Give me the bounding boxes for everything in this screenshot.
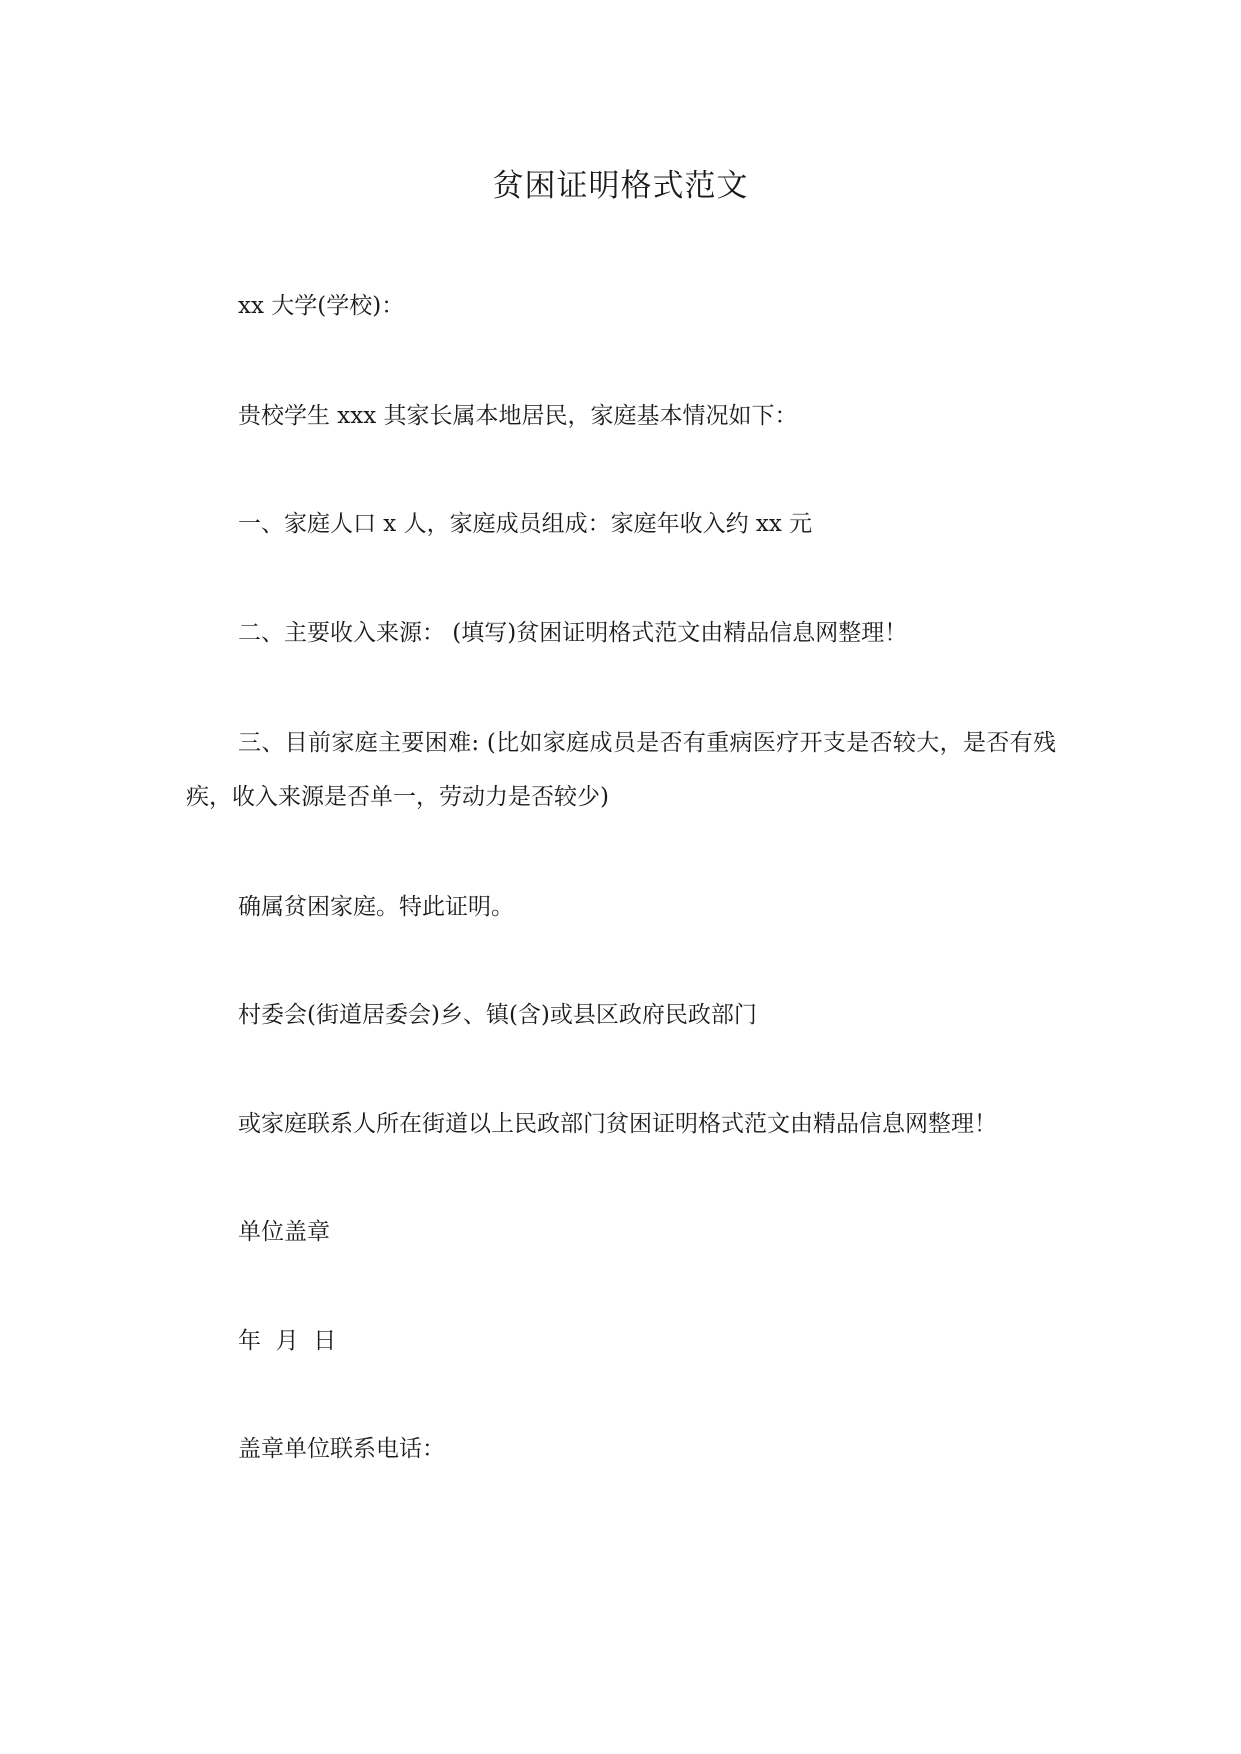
confirmation-paragraph: 确属贫困家庭。特此证明。 — [238, 894, 514, 920]
family-population-paragraph: 一、家庭人口 x 人，家庭成员组成：家庭年收入约 xx 元 — [238, 511, 813, 537]
document-title: 贫困证明格式范文 — [492, 168, 749, 204]
issuing-authority-paragraph: 村委会(街道居委会)乡、镇(含)或县区政府民政部门 — [238, 1002, 757, 1028]
alternate-authority-paragraph: 或家庭联系人所在街道以上民政部门贫困证明格式范文由精品信息网整理！ — [238, 1111, 997, 1137]
contact-phone-line: 盖章单位联系电话： — [238, 1436, 445, 1462]
difficulties-paragraph: 三、目前家庭主要困难: (比如家庭成员是否有重病医疗开支是否较大，是否有残疾，收入来源是否单一，劳动力是否较少) — [186, 730, 1056, 810]
intro-paragraph: 贵校学生 xxx 其家长属本地居民，家庭基本情况如下： — [238, 403, 798, 429]
salutation: xx 大学(学校)： — [238, 293, 405, 319]
date-line: 年 月 日 — [238, 1328, 337, 1354]
seal-line: 单位盖章 — [238, 1219, 330, 1245]
income-source-paragraph: 二、主要收入来源： (填写)贫困证明格式范文由精品信息网整理！ — [238, 620, 908, 646]
